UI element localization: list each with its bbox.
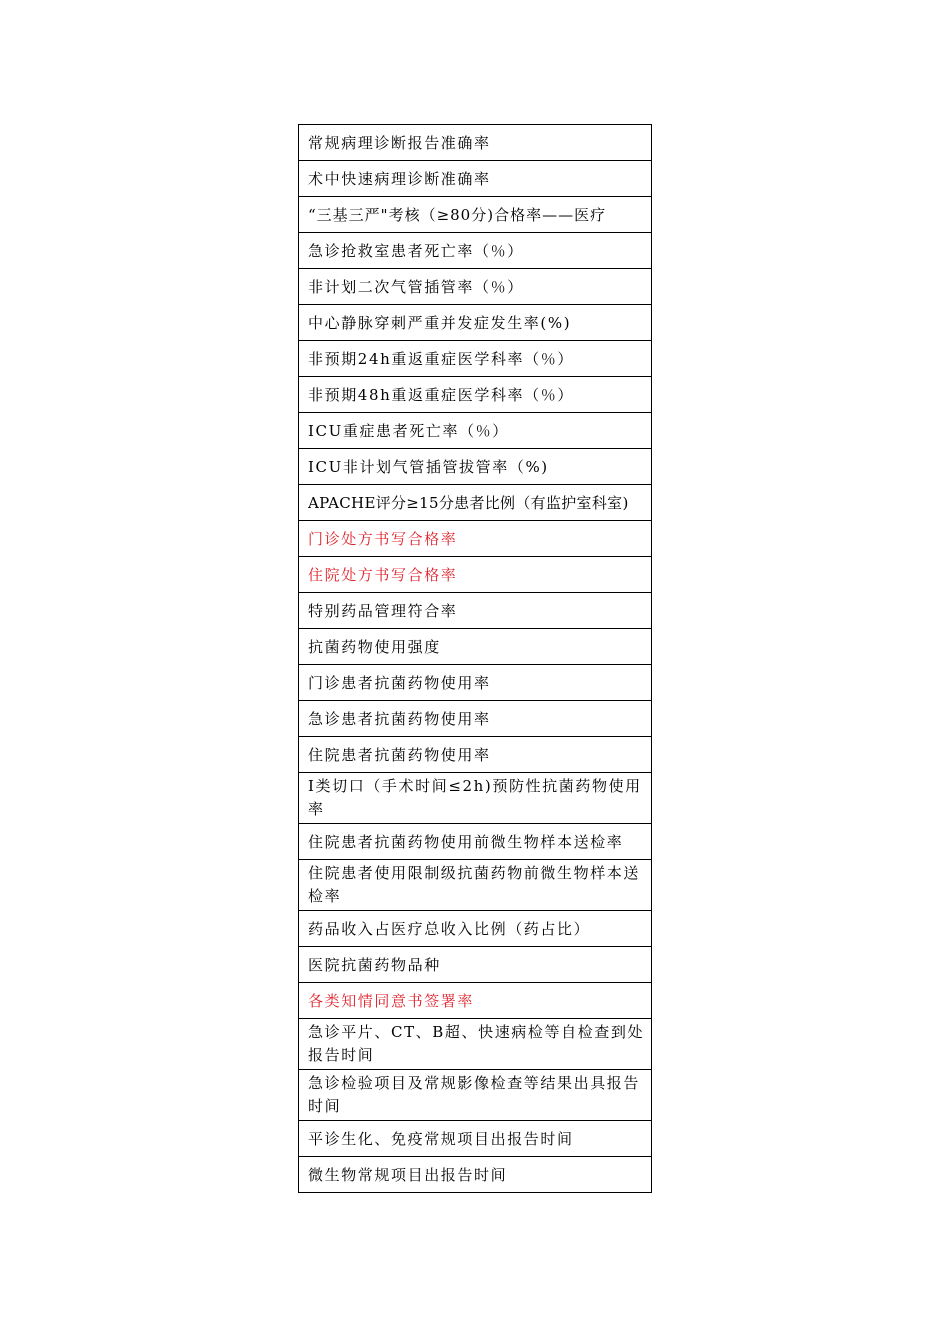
indicator-cell: 非计划二次气管插管率（％） bbox=[299, 269, 652, 305]
table-row bbox=[299, 773, 652, 824]
indicator-cell: ICU重症患者死亡率（％） bbox=[299, 413, 652, 449]
indicator-cell: 常规病理诊断报告准确率 bbox=[299, 125, 652, 161]
indicator-cell: 特别药品管理符合率 bbox=[299, 593, 652, 629]
table-row bbox=[299, 629, 652, 665]
indicator-cell: 平诊生化、免疫常规项目出报告时间 bbox=[299, 1121, 652, 1157]
table-row bbox=[299, 125, 652, 161]
table-row bbox=[299, 737, 652, 773]
indicator-cell: 药品收入占医疗总收入比例（药占比） bbox=[299, 911, 652, 947]
table-row bbox=[299, 665, 652, 701]
indicator-cell: 住院处方书写合格率 bbox=[299, 557, 652, 593]
table-row bbox=[299, 485, 652, 521]
indicator-cell: 住院患者抗菌药物使用率 bbox=[299, 737, 652, 773]
indicator-cell: 急诊抢救室患者死亡率（％） bbox=[299, 233, 652, 269]
indicator-cell: 抗菌药物使用强度 bbox=[299, 629, 652, 665]
table-row bbox=[299, 341, 652, 377]
indicator-cell: “三基三严"考核（≥80分)合格率——医疗 bbox=[299, 197, 652, 233]
indicator-cell: 微生物常规项目出报告时间 bbox=[299, 1157, 652, 1193]
indicator-cell: 医院抗菌药物品种 bbox=[299, 947, 652, 983]
table-row bbox=[299, 305, 652, 341]
indicator-cell: 术中快速病理诊断准确率 bbox=[299, 161, 652, 197]
table-row bbox=[299, 521, 652, 557]
indicator-cell: Ⅰ类切口（手术时间≤2h)预防性抗菌药物使用率 bbox=[299, 773, 652, 824]
table-row bbox=[299, 557, 652, 593]
indicator-cell: 急诊患者抗菌药物使用率 bbox=[299, 701, 652, 737]
table-row bbox=[299, 593, 652, 629]
table-row bbox=[299, 197, 652, 233]
table-row bbox=[299, 1121, 652, 1157]
table-row bbox=[299, 449, 652, 485]
table-row bbox=[299, 860, 652, 911]
indicator-cell: 各类知情同意书签署率 bbox=[299, 983, 652, 1019]
table-row bbox=[299, 701, 652, 737]
table-row bbox=[299, 413, 652, 449]
table-row bbox=[299, 824, 652, 860]
indicator-cell: 住院患者使用限制级抗菌药物前微生物样本送检率 bbox=[299, 860, 652, 911]
indicator-cell: 门诊患者抗菌药物使用率 bbox=[299, 665, 652, 701]
indicator-cell: 非预期48h重返重症医学科率（％） bbox=[299, 377, 652, 413]
table-row bbox=[299, 1070, 652, 1121]
indicator-cell: 急诊平片、CT、B超、快速病检等自检查到处报告时间 bbox=[299, 1019, 652, 1070]
indicator-table bbox=[298, 124, 652, 1193]
table-row bbox=[299, 161, 652, 197]
indicator-cell: APACHE评分≥15分患者比例（有监护室科室) bbox=[299, 485, 652, 521]
table-row bbox=[299, 377, 652, 413]
indicator-cell: 中心静脉穿刺严重并发症发生率(%) bbox=[299, 305, 652, 341]
indicator-cell: 急诊检验项目及常规影像检查等结果出具报告时间 bbox=[299, 1070, 652, 1121]
table-row bbox=[299, 911, 652, 947]
table-row bbox=[299, 269, 652, 305]
table-row bbox=[299, 983, 652, 1019]
indicator-cell: ICU非计划气管插管拔管率（%) bbox=[299, 449, 652, 485]
table-row bbox=[299, 947, 652, 983]
table-row bbox=[299, 233, 652, 269]
table-row bbox=[299, 1157, 652, 1193]
indicator-cell: 非预期24h重返重症医学科率（％） bbox=[299, 341, 652, 377]
indicator-cell: 住院患者抗菌药物使用前微生物样本送检率 bbox=[299, 824, 652, 860]
table-row bbox=[299, 1019, 652, 1070]
indicator-cell: 门诊处方书写合格率 bbox=[299, 521, 652, 557]
